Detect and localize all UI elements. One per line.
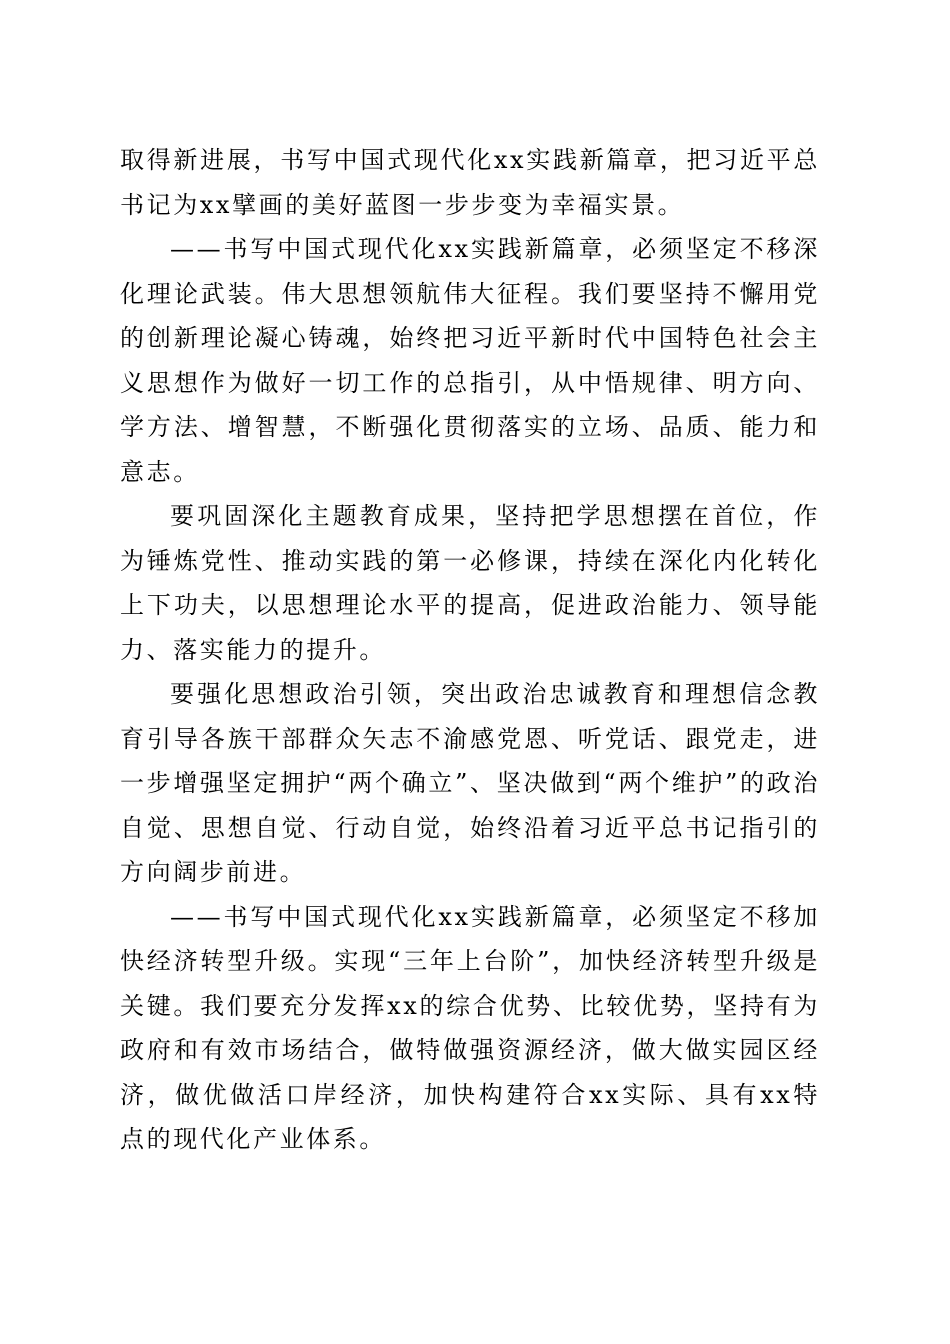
paragraph-continuation: 取得新进展，书写中国式现代化xx实践新篇章，把习近平总书记为xx擘画的美好蓝图一步步变为幸福实景。	[120, 146, 820, 219]
paragraph-theory-armament: ——书写中国式现代化xx实践新篇章，必须坚定不移深化理论武装。伟大思想领航伟大征程。我们要坚持不懈用党的创新理论凝心铸魂，始终把习近平新时代中国特色社会主义思想作为做好一切工作的总指引，从中悟规律、明方向、学方法、增智慧，不断强化贯彻落实的立场、品质、能力和意志。	[120, 235, 820, 486]
paragraph-political-guidance: 要强化思想政治引领，突出政治忠诚教育和理想信念教育引导各族干部群众矢志不渝感党恩、听党话、跟党走，进一步增强坚定拥护“两个确立”、坚决做到“两个维护”的政治自觉、思想自觉、行动自觉，始终沿着习近平总书记指引的方向阔步前进。	[120, 680, 820, 886]
paragraph-economic-transformation: ——书写中国式现代化xx实践新篇章，必须坚定不移加快经济转型升级。实现“三年上台阶”，加快经济转型升级是关键。我们要充分发挥xx的综合优势、比较优势，坚持有为政府和有效市场结合，做特做强资源经济，做大做实园区经济，做优做活口岸经济，加快构建符合xx实际、具有xx特点的现代化产业体系。	[120, 902, 820, 1153]
document-body	[120, 138, 820, 1162]
paragraph-theme-education: 要巩固深化主题教育成果，坚持把学思想摆在首位，作为锤炼党性、推动实践的第一必修课，持续在深化内化转化上下功夫，以思想理论水平的提高，促进政治能力、领导能力、落实能力的提升。	[120, 502, 820, 664]
